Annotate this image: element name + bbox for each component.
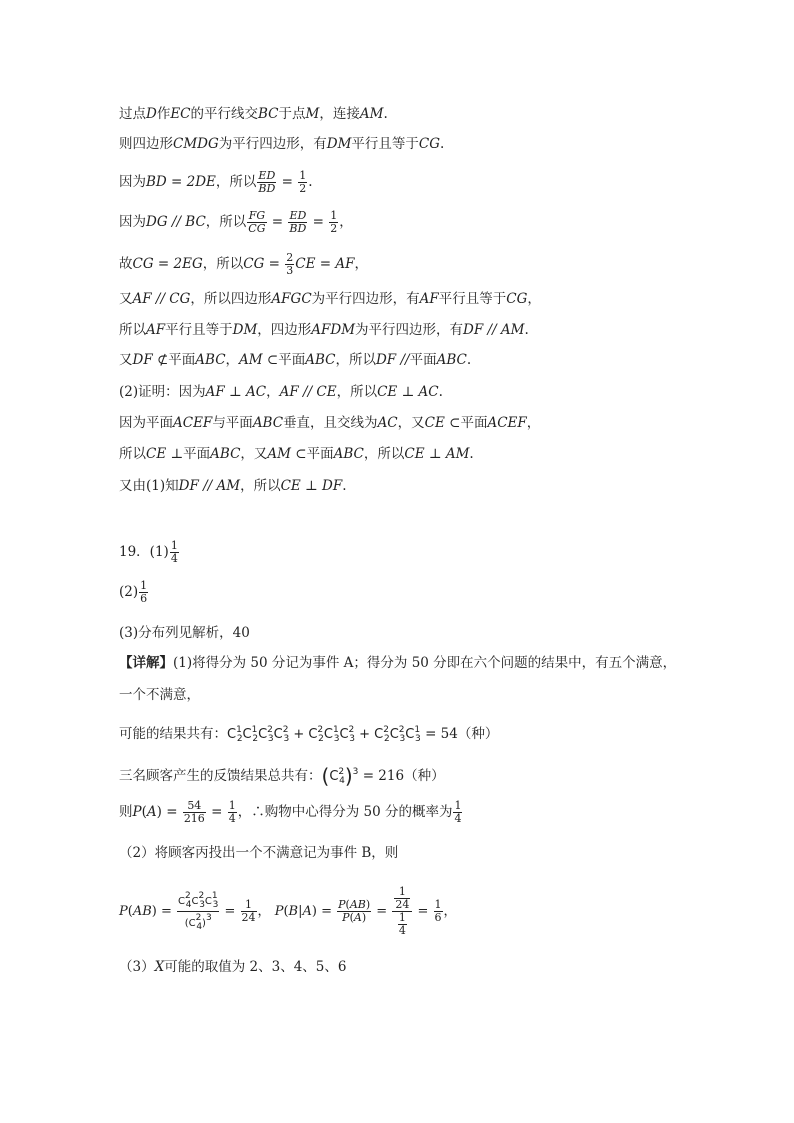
fraction: $\frac{ED}{BD}$ [289,209,307,235]
fraction: $\frac{2}{3}$ [286,251,294,277]
fraction: $\frac{P(AB)}{P(A)}$ [338,898,371,924]
solution-line-7: 所以AF平行且等于DM，四边形AFDM为平行四边形，有DF // AM. [119,322,529,338]
detail-line-2: 一个不满意， [119,687,200,703]
probability-a-line: 则P(A) = $\frac{54}{216}$ = $\frac{1}{4}$ ，∴购物中心得分为 50 分的概率为 $\frac{1}{4}$ [119,799,462,825]
fraction: $\frac{1}{4}$ [228,799,236,825]
fraction: $\frac{1}{2}$ [330,209,338,235]
complex-fraction: $\frac{\frac{1}{24}}{\frac{1}{4}}$ [392,886,412,937]
fraction: $\frac{FG}{CG}$ [248,209,266,235]
x-values-line: （3）X可能的取值为 2、3、4、5、6 [119,959,347,975]
fraction: $\frac{1}{4}$ [170,539,178,565]
fraction: $\frac{1}{4}$ [454,799,462,825]
solution-line-1: 过点D作EC的平行线交BC于点M，连接AM. [119,106,388,122]
answer-19-part1: 19．(1) $\frac{1}{4}$ [119,539,178,565]
fraction: $\frac{1}{2}$ [299,169,307,195]
fraction: $\frac{C24C23C13}{(C24)3}$ [178,891,219,932]
total-results-line: 三名顾客产生的反馈结果总共有：$(C^2_4)^3 = 216$（种） [119,764,445,788]
solution-line-2: 则四边形CMDG为平行四边形，有DM平行且等于CG. [119,136,445,152]
fraction: $\frac{1}{24}$ [241,898,256,924]
solution-line-3: 因为BD = 2DE，所以 $\frac{ED}{BD}$ = $\frac{1}{2}$ . [119,169,313,195]
event-b-line: （2）将顾客丙投出一个不满意记为事件 B，则 [119,845,399,861]
solution-line-10: 因为平面ACEF与平面ABC垂直，且交线为AC，又CE ⊂平面ACEF， [119,415,541,431]
solution-line-6: 又AF // CG，所以四边形AFGC为平行四边形，有AF平行且等于CG， [119,291,541,307]
solution-line-4: 因为DG // BC，所以 $\frac{FG}{CG}$ = $\frac{ED}{BD}$ = $\frac{1}{2}$ ， [119,209,353,235]
possible-results-line: 可能的结果共有：$C^1_2C^1_2C^2_3C^2_3 + C^2_2C^1_3C^2_3 + C^2_2C^2_3C^1_3 = 54$（种） [119,725,499,744]
conditional-probability-line: P(AB) = $\frac{C24C23C13}{(C24)3}$ = $\frac{1}{24}$ ， P(B|A) = $\frac{P(AB)}{P(A)}$ = $\frac{\frac{1}{24}}{\frac{1}{4}}$ = $\frac{1}{6}$ ， [119,885,457,937]
solution-line-11: 所以CE ⊥平面ABC，又AM ⊂平面ABC，所以CE ⊥ AM. [119,446,474,462]
fraction: $\frac{ED}{BD}$ [258,169,276,195]
solution-line-9: (2)证明：因为AF ⊥ AC，AF // CE，所以CE ⊥ AC. [119,384,443,400]
solution-line-12: 又由(1)知DF // AM，所以CE ⊥ DF. [119,478,347,494]
solution-line-5: 故CG = 2EG，所以CG = $\frac{2}{3}$ CE = AF， [119,251,368,277]
fraction: $\frac{1}{6}$ [140,579,148,605]
combination-expression: $C^1_2C^1_2C^2_3C^2_3 + C^2_2C^1_3C^2_3 + C^2_2C^2_3C^1_3$ [227,725,421,744]
combination-power: $(C^2_4)^3$ [321,764,359,788]
detail-line-1: 【详解】(1)将得分为 50 分记为事件 A；得分为 50 分即在六个问题的结果中，有五个满意， [119,655,677,671]
answer-19-part2: (2) $\frac{1}{6}$ [119,579,148,605]
fraction: $\frac{1}{6}$ [434,898,442,924]
fraction: $\frac{54}{216}$ [183,799,205,825]
answer-19-part3: (3)分布列见解析，40 [119,625,250,641]
solution-line-8: 又DF ⊄平面ABC，AM ⊂平面ABC，所以DF //平面ABC. [119,352,472,368]
